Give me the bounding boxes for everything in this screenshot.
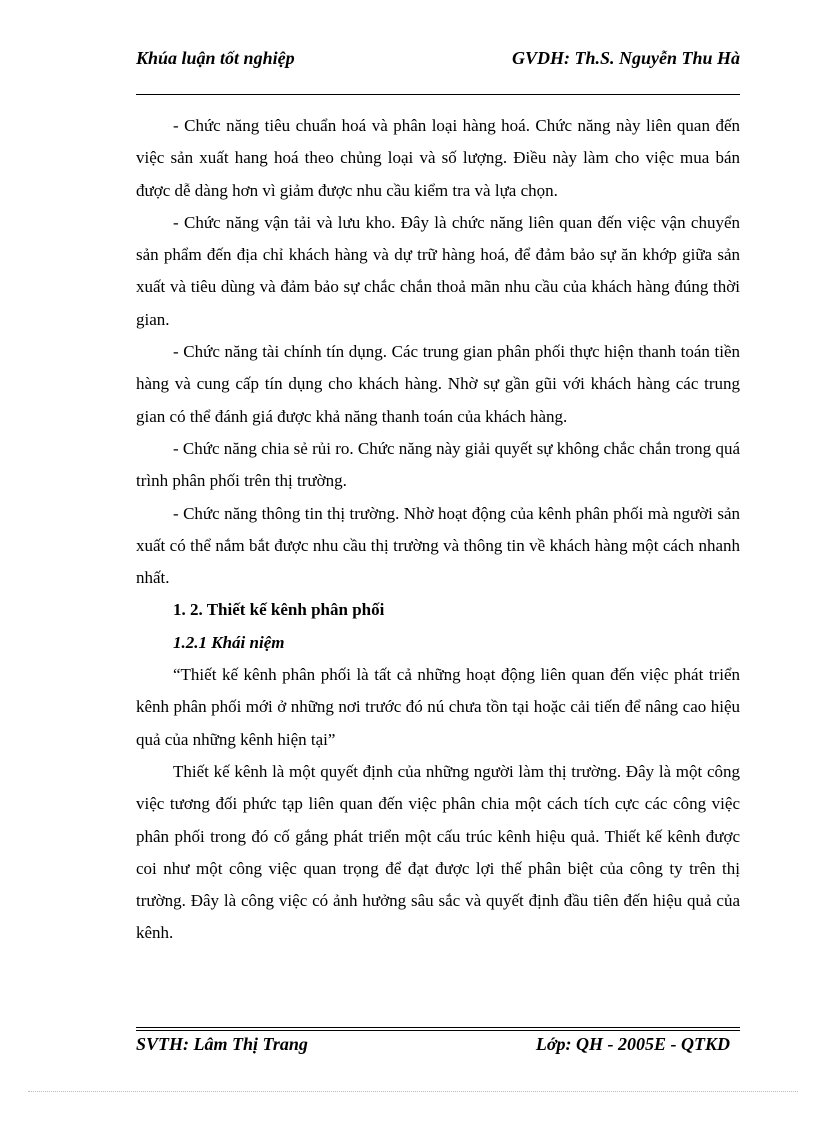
header-supervisor: GVDH: Th.S. Nguyễn Thu Hà (511, 48, 740, 68)
paragraph-channel-design: Thiết kế kênh là một quyết định của những người làm thị trường. Đây là một công việc tương đối phức tạp liên quan đến việc phân chia một cách tích cực các công việc phân phối trong đó cố gắng phát triển một cấu trúc kênh hiệu quả. Thiết kế kênh được coi như một công việc quan trọng để đạt được lợi thế phân biệt của công ty trên thị trường. Đây là công việc có ảnh hưởng sâu sắc và quyết định đầu tiên đến hiệu quả của kênh. (136, 761, 740, 943)
page-header (136, 48, 740, 74)
header-rule (136, 94, 740, 95)
paragraph-finance-credit: - Chức năng tài chính tín dụng. Các trung gian phân phối thực hiện thanh toán tiền hàng và cung cấp tín dụng cho khách hàng. Nhờ sự gần gũi với khách hàng các trung gian có thể đánh giá được khả năng thanh toán của khách hàng. (136, 342, 740, 426)
section-heading-1-2: 1. 2. Thiết kế kênh phân phối (173, 600, 385, 620)
paragraph-standardization: - Chức năng tiêu chuẩn hoá và phân loại hàng hoá. Chức năng này liên quan đến việc sản xuất hang hoá theo chủng loại và số lượng. Điều này làm cho việc mua bán được dễ dàng hơn vì giảm được nhu cầu kiểm tra và lựa chọn. (136, 116, 740, 200)
page-body (136, 110, 740, 950)
paragraph-risk-sharing: - Chức năng chia sẻ rủi ro. Chức năng này giải quyết sự không chắc chắn trong quá trình phân phối trên thị trường. (136, 438, 740, 491)
paragraph-transport-storage: - Chức năng vận tải và lưu kho. Đây là chức năng liên quan đến việc vận chuyển sản phẩm đến địa chỉ khách hàng và dự trữ hàng hoá, để đảm bảo sự ăn khớp giữa sản xuất và tiêu dùng và đảm bảo sự chắc chắn thoả mãn nhu cầu của khách hàng đúng thời gian. (136, 212, 740, 329)
page-bottom-dotted-rule (28, 1091, 798, 1092)
paragraph-market-information: - Chức năng thông tin thị trường. Nhờ hoạt động của kênh phân phối mà người sản xuất có thể nắm bắt được nhu cầu thị trường và thông tin về khách hàng một cách nhanh nhất. (136, 503, 740, 588)
footer-rule-top (136, 1027, 740, 1028)
header-thesis-title: Khúa luận tốt nghiệp (136, 48, 295, 68)
page-footer (136, 1034, 730, 1060)
footer-rule-bottom (136, 1030, 740, 1031)
paragraph-definition-quote: “Thiết kế kênh phân phối là tất cả những hoạt động liên quan đến việc phát triển kênh phân phối mới ở những nơi trước đó nú chưa tồn tại hoặc cải tiến để nâng cao hiệu quả của những kênh hiện tại” (136, 665, 740, 749)
subsection-heading-1-2-1: 1.2.1 Khái niệm (173, 632, 285, 652)
footer-student: SVTH: Lâm Thị Trang (136, 1034, 308, 1054)
footer-class: Lớp: QH - 2005E - QTKD (535, 1034, 730, 1054)
